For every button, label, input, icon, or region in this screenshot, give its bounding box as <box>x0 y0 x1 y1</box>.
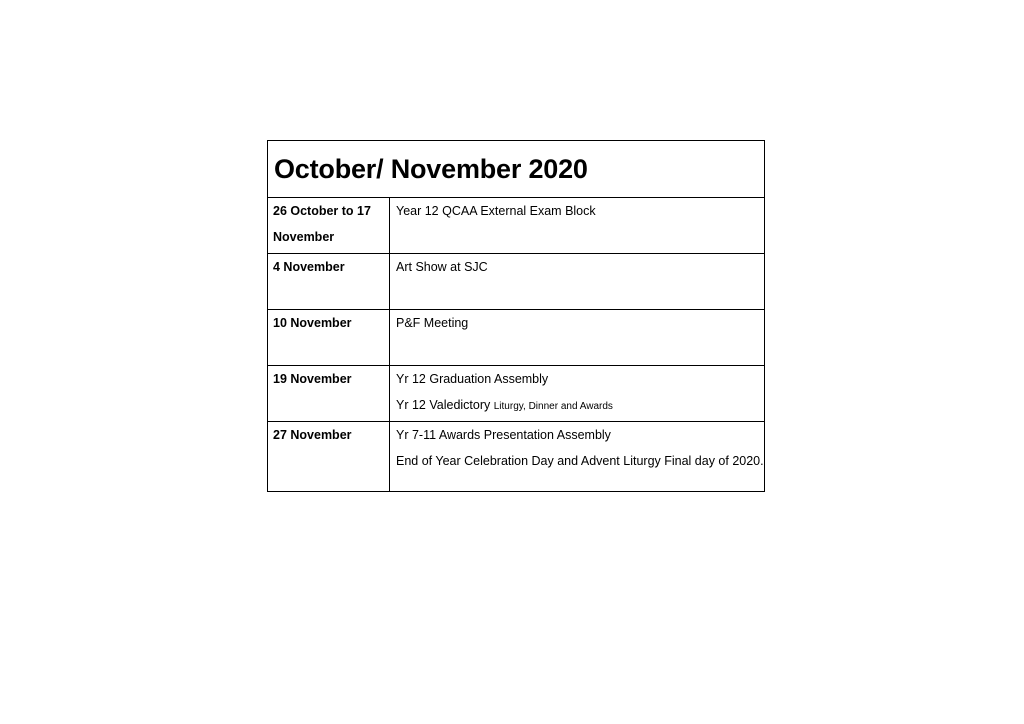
event-line: P&F Meeting <box>396 316 469 330</box>
table-row <box>268 366 765 422</box>
event-date: 10 November <box>268 310 390 366</box>
event-description <box>390 422 765 492</box>
event-line: Art Show at SJC <box>396 260 488 274</box>
table-row <box>268 310 765 366</box>
event-description <box>390 366 765 422</box>
event-line: Year 12 QCAA External Exam Block <box>396 204 596 218</box>
title-row <box>268 141 765 198</box>
event-description <box>390 254 765 310</box>
event-line: Yr 12 Graduation Assembly <box>396 372 549 386</box>
event-line-small: Liturgy, Dinner and Awards <box>493 401 613 412</box>
table-row <box>268 198 765 254</box>
event-line: End of Year Celebration Day and Advent Liturgy Final day of 2020. <box>396 454 764 468</box>
event-line <box>396 392 764 420</box>
table-row <box>268 254 765 310</box>
event-date: 27 November <box>268 422 390 492</box>
event-line-main: Yr 12 Valedictory <box>396 398 491 412</box>
calendar-table <box>267 140 765 492</box>
event-date: 26 October to 17 November <box>268 198 390 254</box>
event-description <box>390 198 765 254</box>
event-date: 19 November <box>268 366 390 422</box>
calendar-title: October/ November 2020 <box>268 141 765 198</box>
event-description <box>390 310 765 366</box>
table-row <box>268 422 765 492</box>
event-date: 4 November <box>268 254 390 310</box>
event-line: Yr 7-11 Awards Presentation Assembly <box>396 428 611 442</box>
